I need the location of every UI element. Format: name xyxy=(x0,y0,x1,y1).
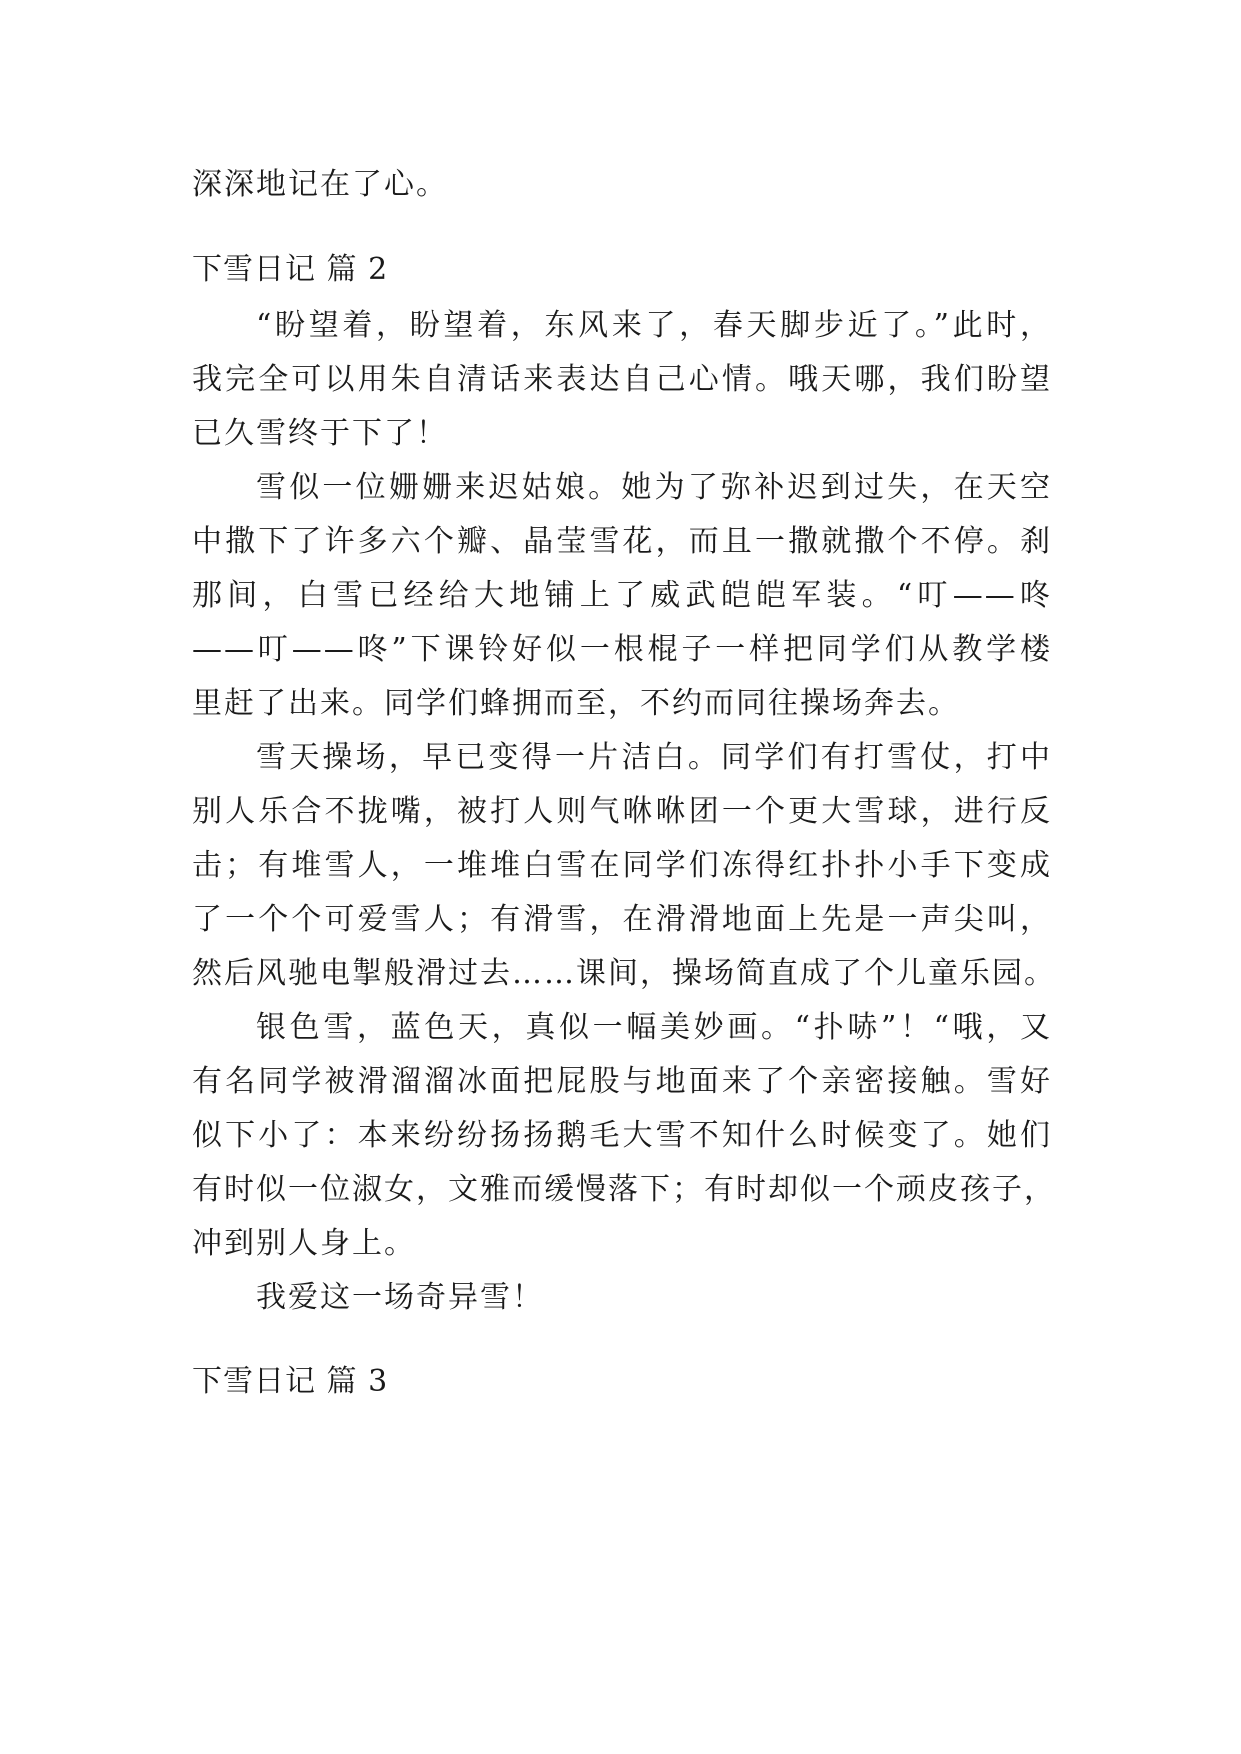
text-line: 别人乐合不拢嘴，被打人则气咻咻团一个更大雪球，进行反 xyxy=(192,794,1052,829)
text-line: 有时似一位淑女，文雅而缓慢落下；有时却似一个顽皮孩子， xyxy=(192,1172,1056,1207)
text-line: 然后风驰电掣般滑过去……课间，操场简直成了个儿童乐园。 xyxy=(192,956,1056,991)
text-line: 冲到别人身上。 xyxy=(192,1226,416,1261)
text-line: 雪似一位姗姗来迟姑娘。她为了弥补迟到过失，在天空 xyxy=(256,470,1052,505)
text-line: “盼望着，盼望着，东风来了，春天脚步近了。”此时， xyxy=(256,308,1052,343)
text-line: ——叮——咚”下课铃好似一根棍子一样把同学们从教学楼 xyxy=(192,632,1052,667)
text-line: 那间，白雪已经给大地铺上了威武皑皑军装。“叮——咚 xyxy=(192,578,1052,613)
text-line: 有名同学被滑溜溜冰面把屁股与地面来了个亲密接触。雪好 xyxy=(192,1064,1052,1099)
text-line: 我完全可以用朱自清话来表达自己心情。哦天哪，我们盼望 xyxy=(192,362,1052,397)
text-line: 似下小了：本来纷纷扬扬鹅毛大雪不知什么时候变了。她们 xyxy=(192,1118,1052,1153)
text-line: 深深地记在了心。 xyxy=(192,167,448,202)
text-line: 中撒下了许多六个瓣、晶莹雪花，而且一撒就撒个不停。刹 xyxy=(192,524,1052,559)
text-line: 我爱这一场奇异雪！ xyxy=(256,1280,544,1315)
text-line: 雪天操场，早已变得一片洁白。同学们有打雪仗，打中 xyxy=(256,740,1052,775)
section-heading: 下雪日记 篇 2 xyxy=(192,252,389,287)
section-heading: 下雪日记 篇 3 xyxy=(192,1364,389,1399)
text-line: 了一个个可爱雪人；有滑雪，在滑滑地面上先是一声尖叫， xyxy=(192,902,1052,937)
text-line: 银色雪，蓝色天，真似一幅美妙画。“扑哧”！“哦，又 xyxy=(256,1010,1052,1045)
text-line: 里赶了出来。同学们蜂拥而至，不约而同往操场奔去。 xyxy=(192,686,960,721)
text-line: 击；有堆雪人，一堆堆白雪在同学们冻得红扑扑小手下变成 xyxy=(192,848,1052,883)
text-line: 已久雪终于下了！ xyxy=(192,416,448,451)
